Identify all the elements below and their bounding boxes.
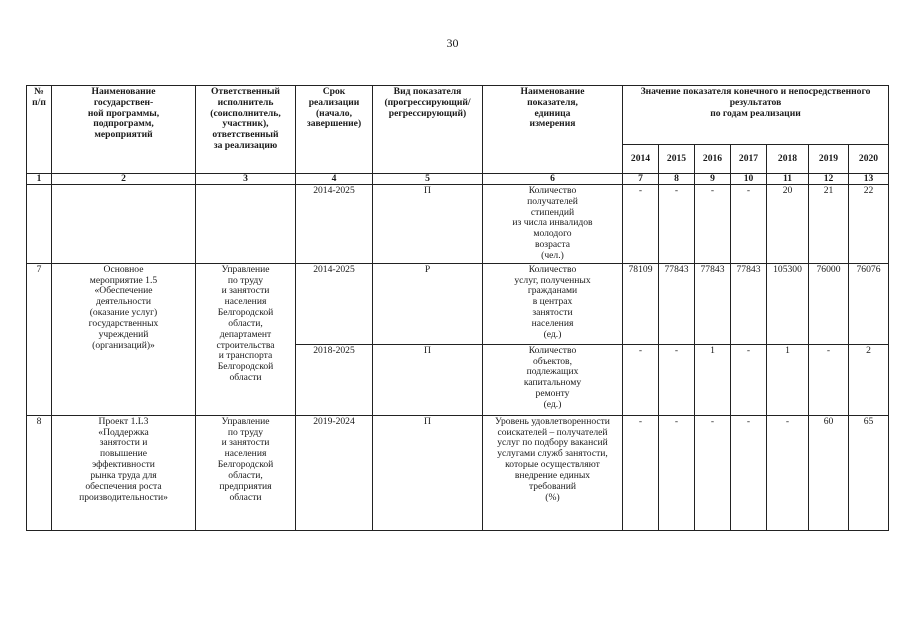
- row-name: [52, 185, 196, 264]
- column-number: 5: [373, 174, 483, 185]
- header-years-group-text: Значение показателя конечного и непосредственного результатов по годам реализации: [640, 86, 871, 119]
- header-period: [296, 86, 373, 174]
- row-responsible: [196, 415, 296, 530]
- column-number: 13: [849, 174, 889, 185]
- row-value: -: [695, 415, 731, 530]
- row-value: 1: [695, 344, 731, 415]
- row-value: 77843: [659, 263, 695, 344]
- row-value: -: [659, 185, 695, 264]
- header-year: 2014: [623, 145, 659, 174]
- row-value: -: [731, 415, 767, 530]
- header-number: [27, 86, 52, 174]
- header-row: [27, 86, 889, 145]
- header-responsible-text: Ответственный исполнитель (соисполнитель, участник), ответственный за реализацию: [210, 86, 281, 152]
- row-value: -: [695, 185, 731, 264]
- row-number: [27, 185, 52, 264]
- column-number: 11: [767, 174, 809, 185]
- header-type-text: Вид показателя (прогрессирующий/ регрессирующий): [384, 86, 471, 119]
- table-row: [27, 263, 889, 344]
- row-number: 7: [27, 263, 52, 415]
- row-value: 60: [809, 415, 849, 530]
- row-name-text: Проект 1.L3 «Поддержка занятости и повышение эффективности рынка труда для обеспечения роста производительности»: [79, 415, 168, 503]
- column-number: 9: [695, 174, 731, 185]
- column-number: 8: [659, 174, 695, 185]
- column-number: 3: [196, 174, 296, 185]
- row-value: 22: [849, 185, 889, 264]
- column-number: 12: [809, 174, 849, 185]
- row-value: 20: [767, 185, 809, 264]
- header-name-text: Наименование государствен- ной программы, подпрограмм, мероприятий: [87, 86, 160, 141]
- column-number: 6: [483, 174, 623, 185]
- header-year: 2020: [849, 145, 889, 174]
- row-value: -: [659, 415, 695, 530]
- row-value: 77843: [731, 263, 767, 344]
- row-responsible: [196, 185, 296, 264]
- header-type: [373, 86, 483, 174]
- page-number: 30: [446, 36, 459, 50]
- column-number: 10: [731, 174, 767, 185]
- row-responsible-text: Управление по труду и занятости населения Белгородской области, предприятия области: [217, 415, 274, 503]
- header-indicator: [483, 86, 623, 174]
- row-type: П: [373, 415, 483, 530]
- row-value: -: [659, 344, 695, 415]
- header-year: 2016: [695, 145, 731, 174]
- header-year: 2017: [731, 145, 767, 174]
- header-year: 2019: [809, 145, 849, 174]
- header-years-group: [623, 86, 889, 145]
- column-number-row: [27, 174, 889, 185]
- header-year: 2018: [767, 145, 809, 174]
- table-row: [27, 415, 889, 530]
- row-indicator: [483, 344, 623, 415]
- row-value: -: [623, 185, 659, 264]
- row-value: 65: [849, 415, 889, 530]
- row-value: 76076: [849, 263, 889, 344]
- row-value: -: [731, 185, 767, 264]
- row-indicator: [483, 415, 623, 530]
- row-name-text: Основное мероприятие 1.5 «Обеспечение деятельности (оказание услуг) государственных учреждений (организаций)»: [88, 263, 159, 351]
- row-value: -: [623, 415, 659, 530]
- row-period: 2019-2024: [296, 415, 373, 530]
- row-number: 8: [27, 415, 52, 530]
- row-value: -: [731, 344, 767, 415]
- row-period: 2014-2025: [296, 263, 373, 344]
- row-name: [52, 263, 196, 415]
- indicator-table: [26, 85, 889, 531]
- row-responsible: [196, 263, 296, 415]
- row-type: П: [373, 185, 483, 264]
- row-value: -: [767, 415, 809, 530]
- row-indicator-text: Уровень удовлетворенности соискателей – получателей услуг по подбору вакансий услугами служб занятости, которые осуществляют внедрение единых требований (%): [495, 415, 610, 503]
- row-indicator-text: Количество получателей стипендий из числа инвалидов молодого возраста (чел.): [512, 185, 593, 261]
- row-indicator-text: Количество объектов, подлежащих капитальному ремонту (ед.): [523, 344, 582, 410]
- row-value: 2: [849, 344, 889, 415]
- header-year: 2015: [659, 145, 695, 174]
- row-value: 78109: [623, 263, 659, 344]
- header-name: [52, 86, 196, 174]
- row-indicator: [483, 185, 623, 264]
- column-number: 7: [623, 174, 659, 185]
- row-value: 1: [767, 344, 809, 415]
- row-indicator: [483, 263, 623, 344]
- header-indicator-text: Наименование показателя, единица измерения: [520, 86, 585, 130]
- header-number-text: № п/п: [32, 86, 46, 108]
- row-value: -: [623, 344, 659, 415]
- row-period: 2018-2025: [296, 344, 373, 415]
- row-indicator-text: Количество услуг, полученных гражданами в центрах занятости населения (ед.): [514, 263, 591, 340]
- column-number: 1: [27, 174, 52, 185]
- row-name: [52, 415, 196, 530]
- row-value: 21: [809, 185, 849, 264]
- row-responsible-text: Управление по труду и занятости населения Белгородской области, департамент строительства и транспорта Белгородской области: [216, 263, 275, 384]
- row-value: 77843: [695, 263, 731, 344]
- row-period: 2014-2025: [296, 185, 373, 264]
- row-value: -: [809, 344, 849, 415]
- column-number: 2: [52, 174, 196, 185]
- table-row: [27, 185, 889, 264]
- row-type: Р: [373, 263, 483, 344]
- header-period-text: Срок реализации (начало, завершение): [306, 86, 362, 130]
- row-type: П: [373, 344, 483, 415]
- column-number: 4: [296, 174, 373, 185]
- row-value: 76000: [809, 263, 849, 344]
- header-responsible: [196, 86, 296, 174]
- row-value: 105300: [767, 263, 809, 344]
